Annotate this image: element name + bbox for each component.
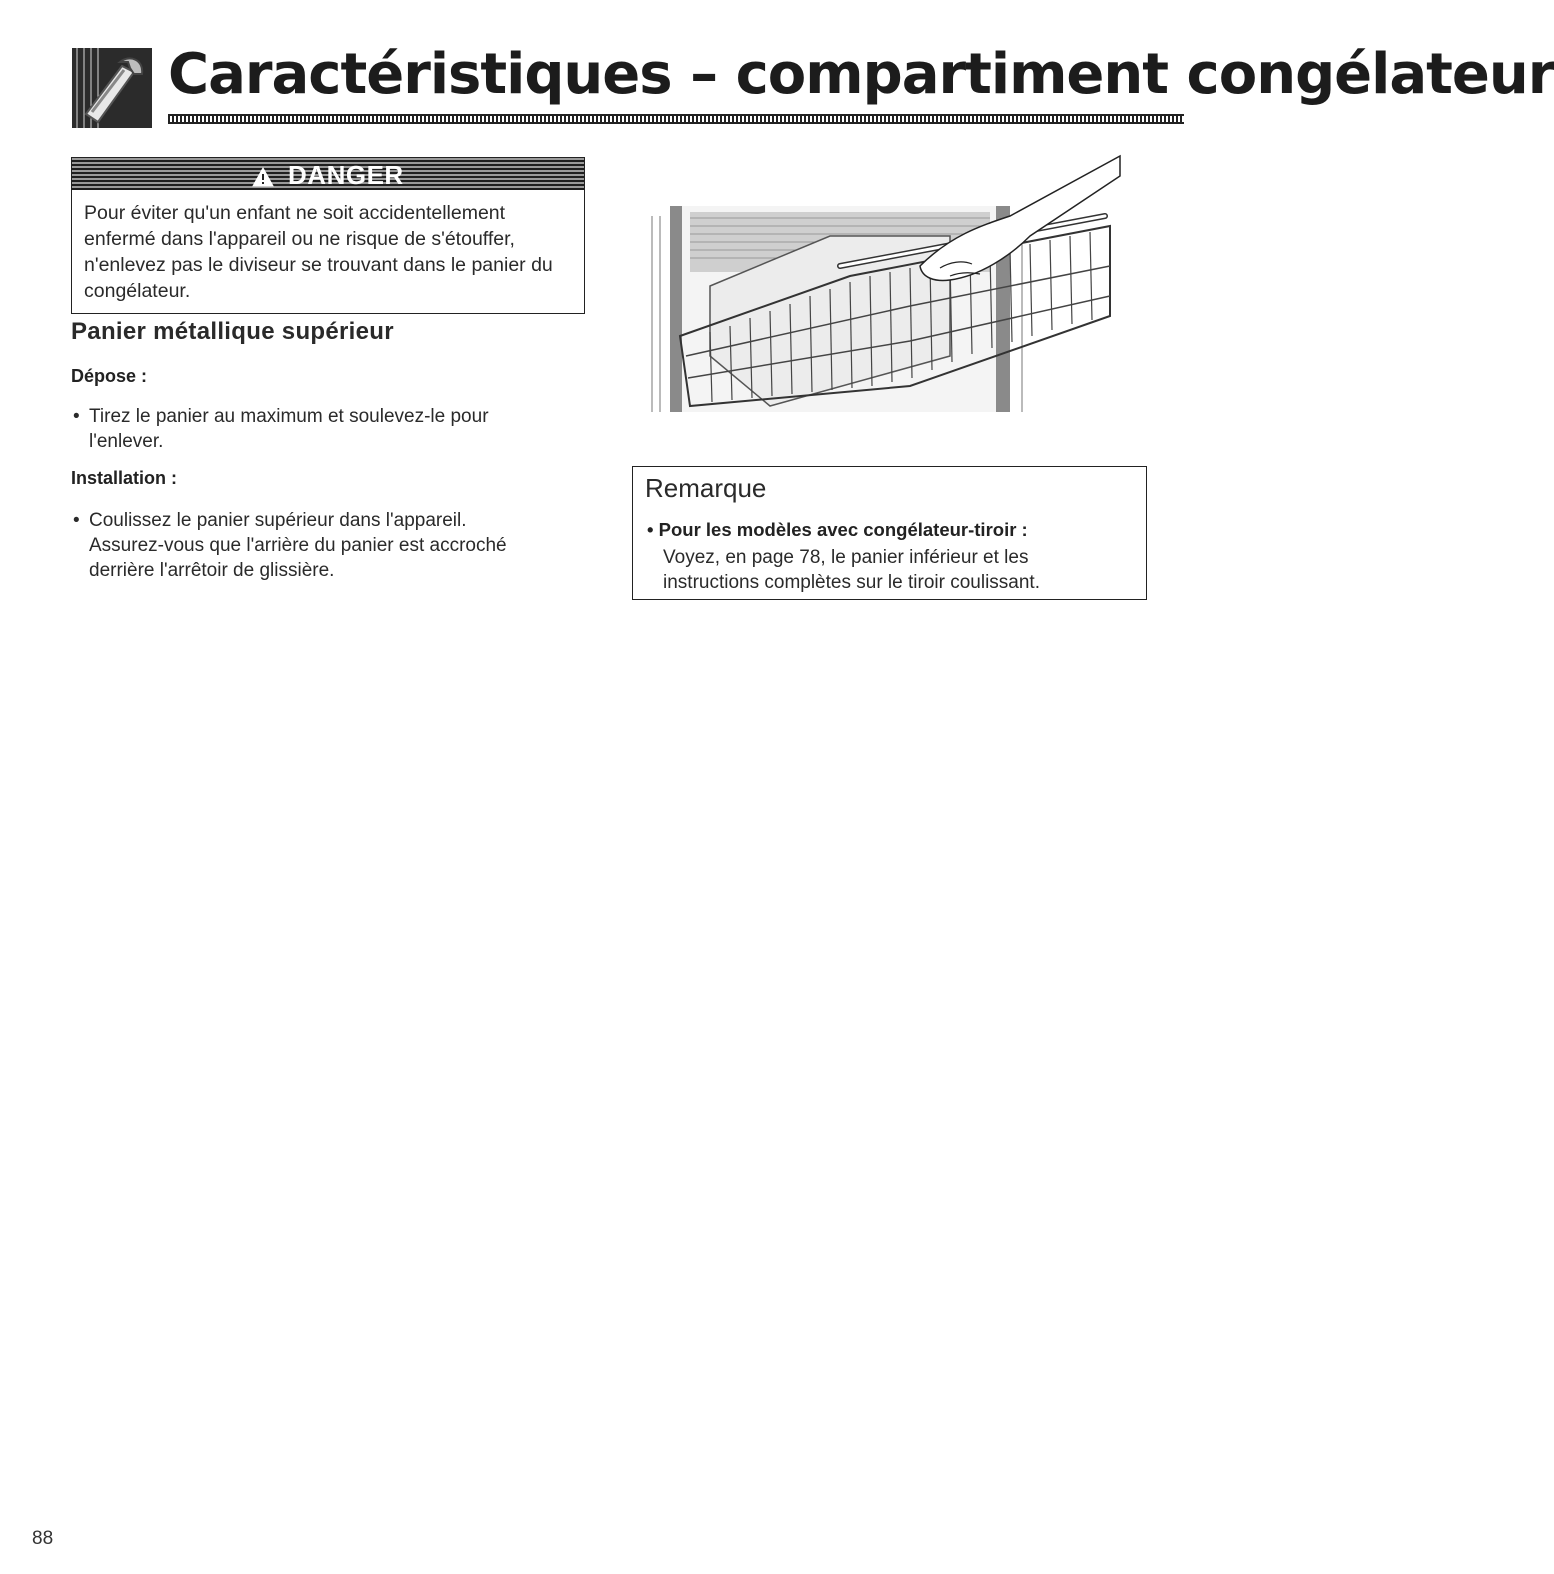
basket-illustration xyxy=(650,156,1120,416)
page-header xyxy=(72,42,1554,128)
installation-bullet xyxy=(71,508,541,583)
section-title: Panier métallique supérieur xyxy=(71,318,394,345)
note-bullet-heading xyxy=(647,519,1028,541)
depose-bullet-text: Tirez le panier au maximum et soulevez-le pour l'enlever. xyxy=(89,406,489,452)
bullet-icon: • xyxy=(647,519,659,540)
danger-header xyxy=(72,158,584,190)
header-divider xyxy=(168,114,1184,124)
page-title: Caractéristiques – compartiment congélateur xyxy=(168,42,1554,107)
depose-heading: Dépose : xyxy=(71,366,148,386)
note-bold-text: Pour les modèles avec congélateur-tiroir : xyxy=(658,519,1028,540)
bullet-icon: • xyxy=(73,510,80,531)
note-text-line: Voyez, en page 78, le panier inférieur et les xyxy=(663,547,1029,568)
depose-bullet xyxy=(71,404,541,454)
warning-triangle-icon xyxy=(252,160,288,190)
danger-text: Pour éviter qu'un enfant ne soit accidentellement enfermé dans l'appareil ou ne risque de s'étouffer, n'enlevez pas le diviseur se trouvant dans le panier du congélateur. xyxy=(84,202,553,302)
bullet-icon: • xyxy=(73,406,80,427)
danger-label: DANGER xyxy=(288,160,404,190)
installation-bullet-text: Coulissez le panier supérieur dans l'appareil. Assurez-vous que l'arrière du panier est accroché derrière l'arrêtoir de glissière. xyxy=(89,510,507,581)
note-text-line: instructions complètes sur le tiroir coulissant. xyxy=(663,572,1040,593)
note-title: Remarque xyxy=(645,473,767,503)
page-number: 88 xyxy=(32,1528,54,1549)
note-box xyxy=(632,466,1147,600)
wrench-icon xyxy=(72,48,152,128)
installation-heading: Installation : xyxy=(71,468,178,488)
note-text xyxy=(663,545,1040,595)
danger-warning-box xyxy=(71,157,585,314)
